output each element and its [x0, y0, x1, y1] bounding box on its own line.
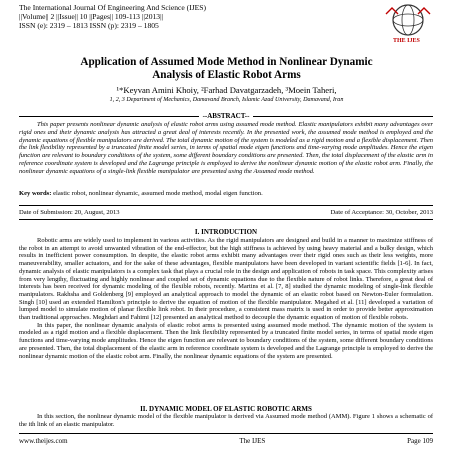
footer-journal: The IJES — [239, 437, 266, 445]
abstract-heading-text: --ABSTRACT-- — [199, 112, 254, 120]
keywords-text: elastic robot, nonlinear dynamic, assumed mode method, modal eigen function. — [53, 190, 263, 197]
logo-label: THE IJES — [393, 38, 420, 44]
paper-authors: ¹*Keyvan Amini Khoiy, ²Farhad Davatgarzadeh, ³Moein Taheri, — [116, 85, 337, 95]
page-footer — [19, 437, 433, 445]
section-heading-introduction: I. INTRODUCTION — [194, 228, 258, 236]
footer-page-number: Page 109 — [407, 437, 433, 445]
journal-header — [19, 3, 379, 31]
journal-issn: ISSN (e): 2319 – 1813 ISSN (p): 2319 – 1805 — [19, 21, 159, 31]
dates-divider-top — [19, 205, 433, 206]
keywords-label: Key words: — [19, 190, 52, 197]
footer-url-link[interactable]: www.theijes.com — [19, 437, 68, 445]
abstract-heading — [19, 112, 433, 120]
paper-title-line1: Application of Assumed Mode Method in Nonlinear Dynamic — [80, 56, 373, 68]
submission-date: Date of Submission: 20, August, 2013 — [19, 209, 120, 216]
journal-issue: ||Volume|| 2 ||Issue|| 10 ||Pages|| 109-113 ||2013|| — [19, 12, 164, 22]
footer-divider — [19, 433, 433, 434]
dates-row — [19, 209, 433, 216]
section-heading-dynamic-model: II. DYNAMIC MODEL OF ELASTIC ROBOTIC ARMS — [140, 405, 312, 413]
introduction-body — [19, 237, 433, 360]
dates-divider-bottom — [19, 219, 433, 220]
acceptance-date: Date of Acceptance: 30, October, 2013 — [330, 209, 433, 216]
introduction-paragraph-2: In this paper, the nonlinear dynamic analysis of elastic robot arms is presented using assumed mode method. The dynamic motion of the system is modeled as a rigid motion and a flexible displacement. Then the link flexibility represented by a truncated finite model series, in terms of spatial mode eigen functions and time-varying mode amplitudes. Hence the eigen function are relevant to boundary conditions of the system, some different boundary conditions are presented. Then, the total displacement of the elastic arm in reference coordinate system is developed and the Lagrange principle is employed to derive the nonlinear dynamic motion of the elastic robot arm. Finally, the nonlinear dynamic equations of the system are presented. — [19, 321, 433, 360]
dynamic-model-paragraph-1: In this section, the nonlinear dynamic model of the flexible manipulator is derived via Assumed mode method (AMM). Figure 1 shows a schematic of the ith link of an elastic manipulator. — [19, 413, 433, 428]
paper-title-line2: Analysis of Elastic Robot Arms — [152, 68, 301, 81]
keywords — [19, 190, 433, 197]
paper-affiliation: 1, 2, 3 Department of Mechanics, Damavand Branch, Islamic Azad University, Damavand, Iran — [109, 97, 344, 103]
abstract-text: This paper presents nonlinear dynamic analysis of elastic robot arms using assumed mode method. Elastic manipulators exhibit many advantages over rigid ones and their dynamic analysis has attracted a great deal of interests recently. In the presented work, the assumed mode method is employed and the dynamic equations of flexible manipulators are derived. The total dynamic motion of the system is modeled as a rigid motion and a flexible displacement. Then the link flexibility represented by a truncated finite model series, in terms of spatial mode eigen functions and time-varying mode amplitudes. Hence the eigen function are relevant to boundary conditions of the system, some different boundary conditions are presented. Then, the total displacement of the elastic arm in reference coordinate system is developed and the Lagrange principle is employed to derive the nonlinear dynamic motion of the elastic robot arm. Finally, the nonlinear dynamic equations of a single-link flexible manipulator are presented using the Assumed mode method. — [19, 121, 433, 175]
paper-title — [60, 56, 393, 81]
journal-name: The International Journal Of Engineering And Science (IJES) — [19, 3, 207, 12]
introduction-paragraph-1: Robotic arms are widely used to implement in various activities. As the rigid manipulators are designed and build in a manner to maximize stiffness of the robot in an attempt to avoid unwanted vibration of the end-effector, but the high stiffness is achieved by using heavy material and a bulky design, which results in inefficient power consumption. In despite, the elastic robot arms exhibit many advantages over their rigid ones such as their less weights, more maneuverability, smaller actuators, and for the sake of these advantages, flexible manipulators have been developed in variant scientific fields [1-6]. In fact, dynamic analysis of elastic manipulators is a complex task that plays a crucial role in the design and application of robots in task space. This complexity arises from very lengthy, fluctuating and highly nonlinear and coupled set of dynamic equations due to the flexible nature of robot links. Therefore, a great deal of interests has been received for dynamic modeling of the flexible robots, recently. Martins et al. [7, 8] studied the dynamic modeling of single-link flexible manipulators. Rakhsha and Goldenberg [9] employed an analytical approach to model the dynamic of an elastic robot based on Newton-Euler formulation. Singh [10] used an extended Hamilton's principle to derive the equation of motion of the flexible manipulator. Megahed et al. [11] developed a variation of lumped model to simulate motion of planar flexible link robot. In their procedure, a consistent mass matrix is used in order to provide better approximation than traditional approaches. Meghdari and Fahimi [12] presented an analytical method to decouple the dynamic equation of motion of flexible robots. — [19, 237, 433, 322]
dynamic-model-body — [19, 413, 433, 428]
